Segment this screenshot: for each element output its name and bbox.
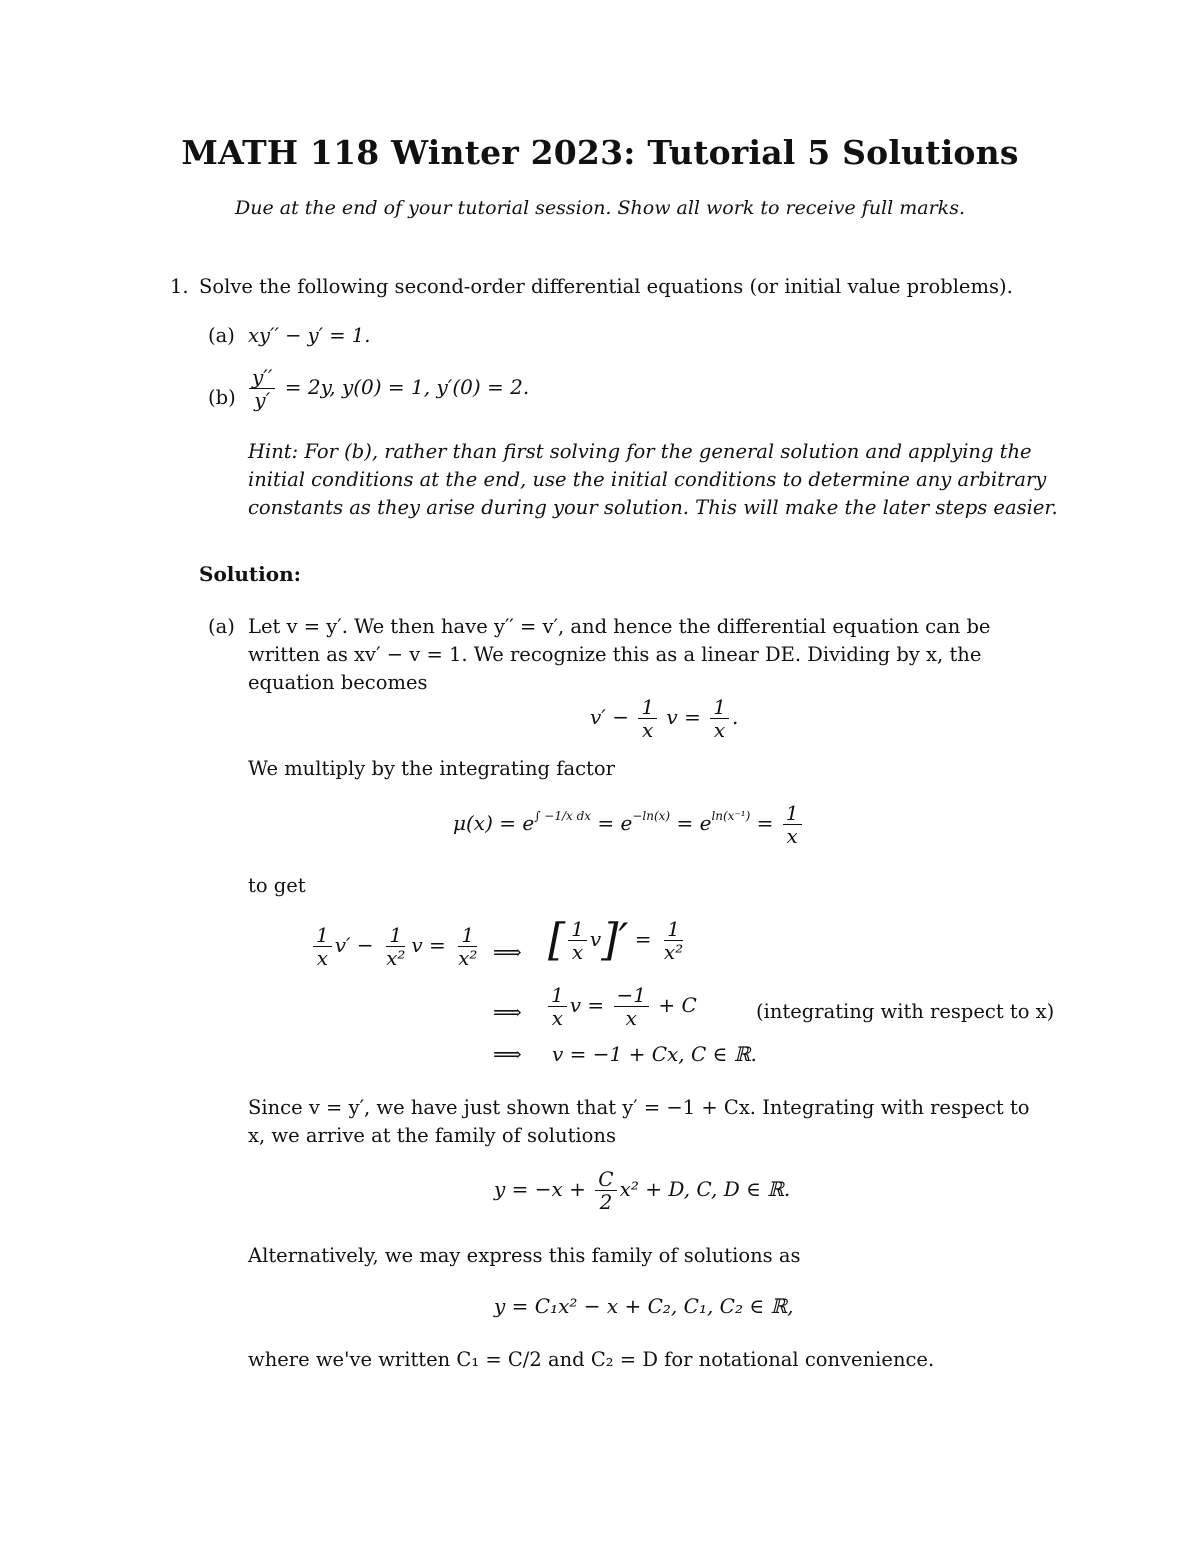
integrating-note: (integrating with respect to x) [756,1000,1055,1023]
derivation-line-1-right: [ $\frac{1}{x}$ v]′ = $\frac{1}{\text{x²}}$ [548,918,689,963]
d2-f1-num: 1 [548,984,567,1007]
d1-f3-den: x² [458,946,478,970]
hint-line-1: Hint: For (b), rather than first solving for the general solution and applying the [248,440,1032,463]
fam-frac-num: C [595,1168,616,1191]
d2-f2-num: −1 [614,984,649,1007]
eq1-mid: v = [666,705,701,729]
derivation-line-1-left [310,924,483,969]
question-prompt: Solve the following second-order differential equations (or initial value problems). [199,275,1013,298]
derivation-line-3: v = −1 + Cx, C ∈ ℝ. [552,1042,757,1066]
eq1-frac1-den: x [642,718,654,742]
mu-end: = [756,811,774,835]
d1-b: v = [411,933,446,957]
implies-3: ⟹ [493,1042,522,1066]
alternative-equation: y = C₁x² − x + C₂, C₁, C₂ ∈ ℝ, [494,1294,794,1318]
hint-line-3: constants as they arise during your solution. This will make the later steps easier. [248,496,1058,519]
d1-bracket-left: [ [548,914,566,966]
d2-b: v = [569,993,605,1017]
eq1-left: v′ − [590,705,629,729]
solution-a-label: (a) [208,615,235,638]
part-b-frac-den: y′ [254,388,271,412]
since-line-2: x, we arrive at the family of solutions [248,1124,616,1147]
mu-exp-2: −ln(x) [632,809,671,823]
fam-frac-den: 2 [599,1190,613,1214]
d1-eq: = [634,927,652,951]
implies-1: ⟹ [493,940,522,964]
page-title: MATH 118 Winter 2023: Tutorial 5 Solutions [181,133,1019,172]
solution-a-line-2: written as xv′ − v = 1. We recognize this as a linear DE. Dividing by x, the [248,643,982,666]
fam-left: y = −x + [494,1177,586,1201]
d1-f4-den: x [571,940,584,964]
d1-f5-num: 1 [664,918,683,941]
mu-exp-1: ∫ −1/x dx [534,809,592,823]
since-line-1: Since v = y′, we have just shown that y′ = −1 + Cx. Integrating with respect to [248,1096,1030,1119]
mu-frac-num: 1 [783,802,802,825]
solution-heading: Solution: [199,562,302,586]
part-b-frac-num: y′′ [249,366,275,389]
d1-f2-den: x² [386,946,406,970]
integrating-factor [453,802,805,847]
d1-a: v′ − [334,933,374,957]
hint-line-2: initial conditions at the end, use the initial conditions to determine any arbitrary [248,468,1047,491]
d2-f2-den: x [625,1006,637,1030]
solution-a-line-3: equation becomes [248,671,428,694]
eq1-frac1-num: 1 [638,696,657,719]
fam-right: x² + D, C, D ∈ ℝ. [619,1177,791,1201]
question-number: 1. [170,275,189,298]
derivation-line-2 [545,984,697,1029]
d2-f1-den: x [551,1006,563,1030]
linear-equation [590,696,738,741]
d1-f2-num: 1 [386,924,405,947]
part-b-rest: = 2y, y(0) = 1, y′(0) = 2. [284,375,530,399]
d2-plus-c: + C [658,993,697,1017]
to-get-text: to get [248,874,306,897]
mu-frac-den: x [786,824,798,848]
d1-f3-num: 1 [458,924,477,947]
page-subtitle: Due at the end of your tutorial session. Show all work to receive full marks. [235,197,965,219]
mu-exp-3: ln(x⁻¹) [711,809,751,823]
d1-f5-den: x² [663,940,684,964]
d1-f1-num: 1 [313,924,332,947]
where-text: where we've written C₁ = C/2 and C₂ = D for notational convenience. [248,1348,935,1371]
implies-2: ⟹ [493,1000,522,1024]
part-b-equation [246,366,529,411]
d1-f4-num: 1 [568,918,587,941]
solution-a-line-1: Let v = y′. We then have y′′ = v′, and hence the differential equation can be [248,615,991,638]
mu-mid-2: = e [676,811,712,835]
part-a-label: (a) [208,324,235,347]
family-of-solutions [494,1168,790,1213]
part-b-label: (b) [208,386,236,409]
part-a-equation: xy′′ − y′ = 1. [248,324,371,347]
eq1-frac2-den: x [713,718,726,742]
d1-bracket-right: ]′ [601,914,629,966]
multiply-text: We multiply by the integrating factor [248,757,615,780]
mu-mid-1: = e [597,811,633,835]
mu-left: μ(x) = e [453,811,535,835]
d1-f1-den: x [316,946,328,970]
alternative-text: Alternatively, we may express this family of solutions as [248,1244,801,1267]
eq1-frac2-num: 1 [710,696,729,719]
eq1-end: . [731,705,739,729]
